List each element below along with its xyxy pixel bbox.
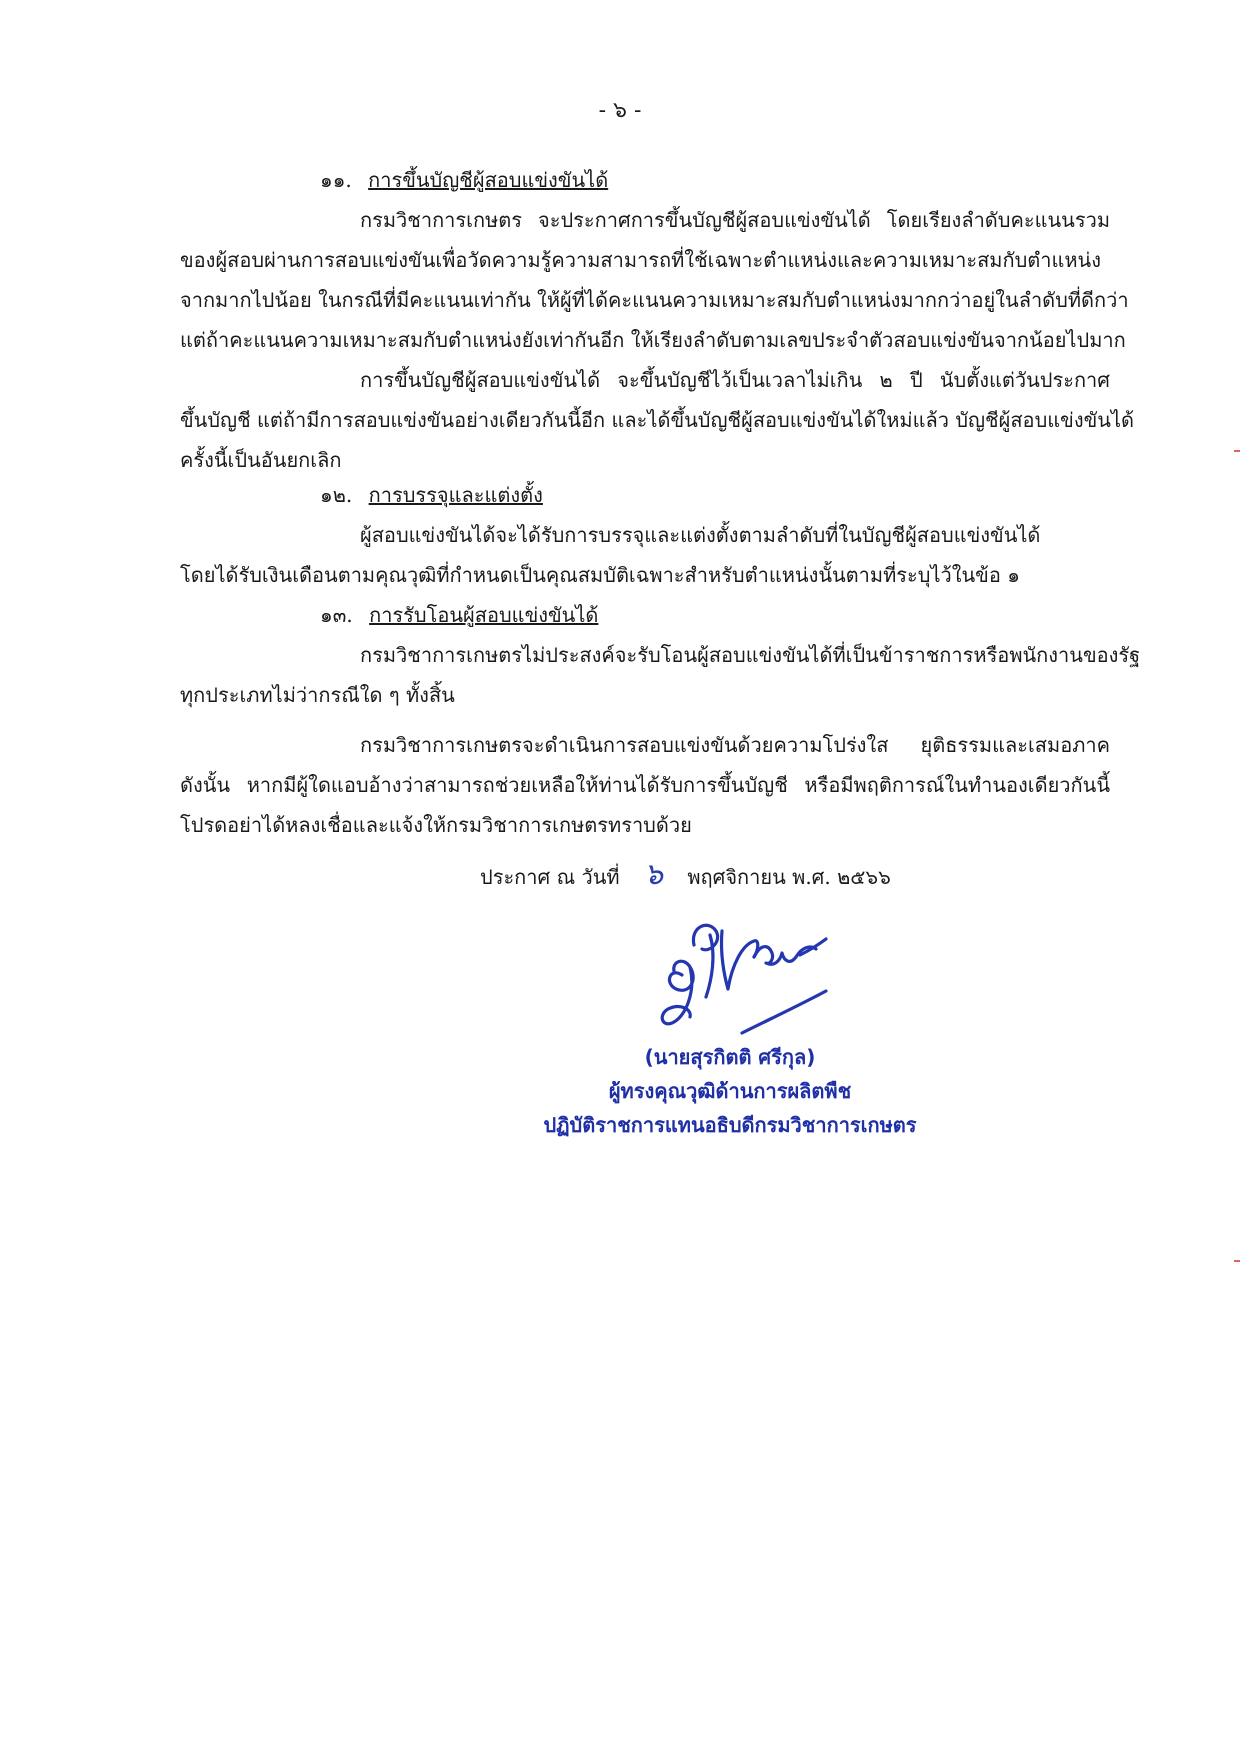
announcement-month-year: พฤศจิกายน พ.ศ. ๒๕๖๖ — [687, 865, 891, 889]
signatory-position-1: ผู้ทรงคุณวุฒิด้านการผลิตพืช — [608, 1079, 852, 1103]
section-12-heading — [180, 475, 1110, 515]
section-11-heading — [180, 160, 1110, 200]
section-13-p2-line-1: กรมวิชาการเกษตรจะดำเนินการสอบแข่งขันด้วยความโปร่งใส ยุติธรรมและเสมอภาค — [360, 733, 1110, 757]
section-11 — [180, 160, 1134, 480]
signatory-position-2: ปฏิบัติราชการแทนอธิบดีกรมวิชาการเกษตร — [543, 1113, 917, 1137]
section-12 — [180, 475, 1110, 595]
page-number: - ๖ - — [598, 98, 642, 123]
section-13-number: ๑๓. — [320, 603, 353, 627]
section-11-p1-line-2: ของผู้สอบผ่านการสอบแข่งขันเพื่อวัดความรู้ความสามารถที่ใช้เฉพาะตำแหน่งและความเหมาะสมกับตำแหน่ง — [180, 248, 1101, 272]
section-13-title: การรับโอนผู้สอบแข่งขันได้ — [369, 603, 599, 627]
signatory-name: (นายสุรกิตติ ศรีกุล) — [644, 1045, 816, 1069]
section-13-p2-line-3: โปรดอย่าได้หลงเชื่อและแจ้งให้กรมวิชาการเกษตรทราบด้วย — [180, 813, 692, 837]
section-13-p2-line-2: ดังนั้น หากมีผู้ใดแอบอ้างว่าสามารถช่วยเหลือให้ท่านได้รับการขึ้นบัญชี หรือมีพฤติการณ์ในทำนองเดียวกันนี้ — [180, 773, 1110, 797]
margin-mark — [1234, 450, 1240, 452]
section-12-p1-line-2: โดยได้รับเงินเดือนตามคุณวุฒิที่กำหนดเป็นคุณสมบัติเฉพาะสำหรับตำแหน่งนั้นตามที่ระบุไว้ในข้อ ๑ — [180, 563, 1020, 587]
section-11-p2-line-3: ครั้งนี้เป็นอันยกเลิก — [180, 448, 342, 472]
section-13-p1-line-2: ทุกประเภทไม่ว่ากรณีใด ๆ ทั้งสิ้น — [180, 683, 455, 707]
section-11-p1-line-3: จากมากไปน้อย ในกรณีที่มีคะแนนเท่ากัน ให้ผู้ที่ได้คะแนนความเหมาะสมกับตำแหน่งมากกว่าอยู่ในลำดับที่ดีกว่า — [180, 288, 1129, 312]
section-11-number: ๑๑. — [320, 168, 352, 192]
section-12-number: ๑๒. — [320, 483, 353, 507]
section-13-heading — [180, 595, 1110, 635]
signatory-block — [510, 1040, 950, 1142]
announcement-day: ๖ — [643, 857, 663, 892]
section-12-title: การบรรจุและแต่งตั้ง — [368, 483, 543, 507]
section-11-p2-line-1: การขึ้นบัญชีผู้สอบแข่งขันได้ จะขึ้นบัญชีไว้เป็นเวลาไม่เกิน ๒ ปี นับตั้งแต่วันประกาศ — [360, 368, 1110, 392]
section-11-title: การขึ้นบัญชีผู้สอบแข่งขันได้ — [368, 168, 609, 192]
section-11-p1-line-4: แต่ถ้าคะแนนความเหมาะสมกับตำแหน่งยังเท่ากันอีก ให้เรียงลำดับตามเลขประจำตัวสอบแข่งขันจากน้อยไปมาก — [180, 328, 1126, 352]
announcement-prefix: ประกาศ ณ วันที่ — [480, 865, 620, 889]
handwritten-signature — [650, 905, 850, 1040]
margin-mark — [1234, 1260, 1240, 1262]
section-11-p1-line-1: กรมวิชาการเกษตร จะประกาศการขึ้นบัญชีผู้สอบแข่งขันได้ โดยเรียงลำดับคะแนนรวม — [360, 208, 1110, 232]
section-12-p1-line-1: ผู้สอบแข่งขันได้จะได้รับการบรรจุและแต่งตั้งตามลำดับที่ในบัญชีผู้สอบแข่งขันได้ — [360, 523, 1041, 547]
section-13 — [180, 595, 1141, 845]
section-11-p2-line-2: ขึ้นบัญชี แต่ถ้ามีการสอบแข่งขันอย่างเดียวกันนี้อีก และได้ขึ้นบัญชีผู้สอบแข่งขันได้ใหม่แล้ว บัญชีผู้สอบแข่งขันได้ — [180, 408, 1134, 432]
announcement-date — [480, 855, 891, 897]
section-13-p1-line-1: กรมวิชาการเกษตรไม่ประสงค์จะรับโอนผู้สอบแข่งขันได้ที่เป็นข้าราชการหรือพนักงานของรัฐ — [360, 643, 1141, 667]
